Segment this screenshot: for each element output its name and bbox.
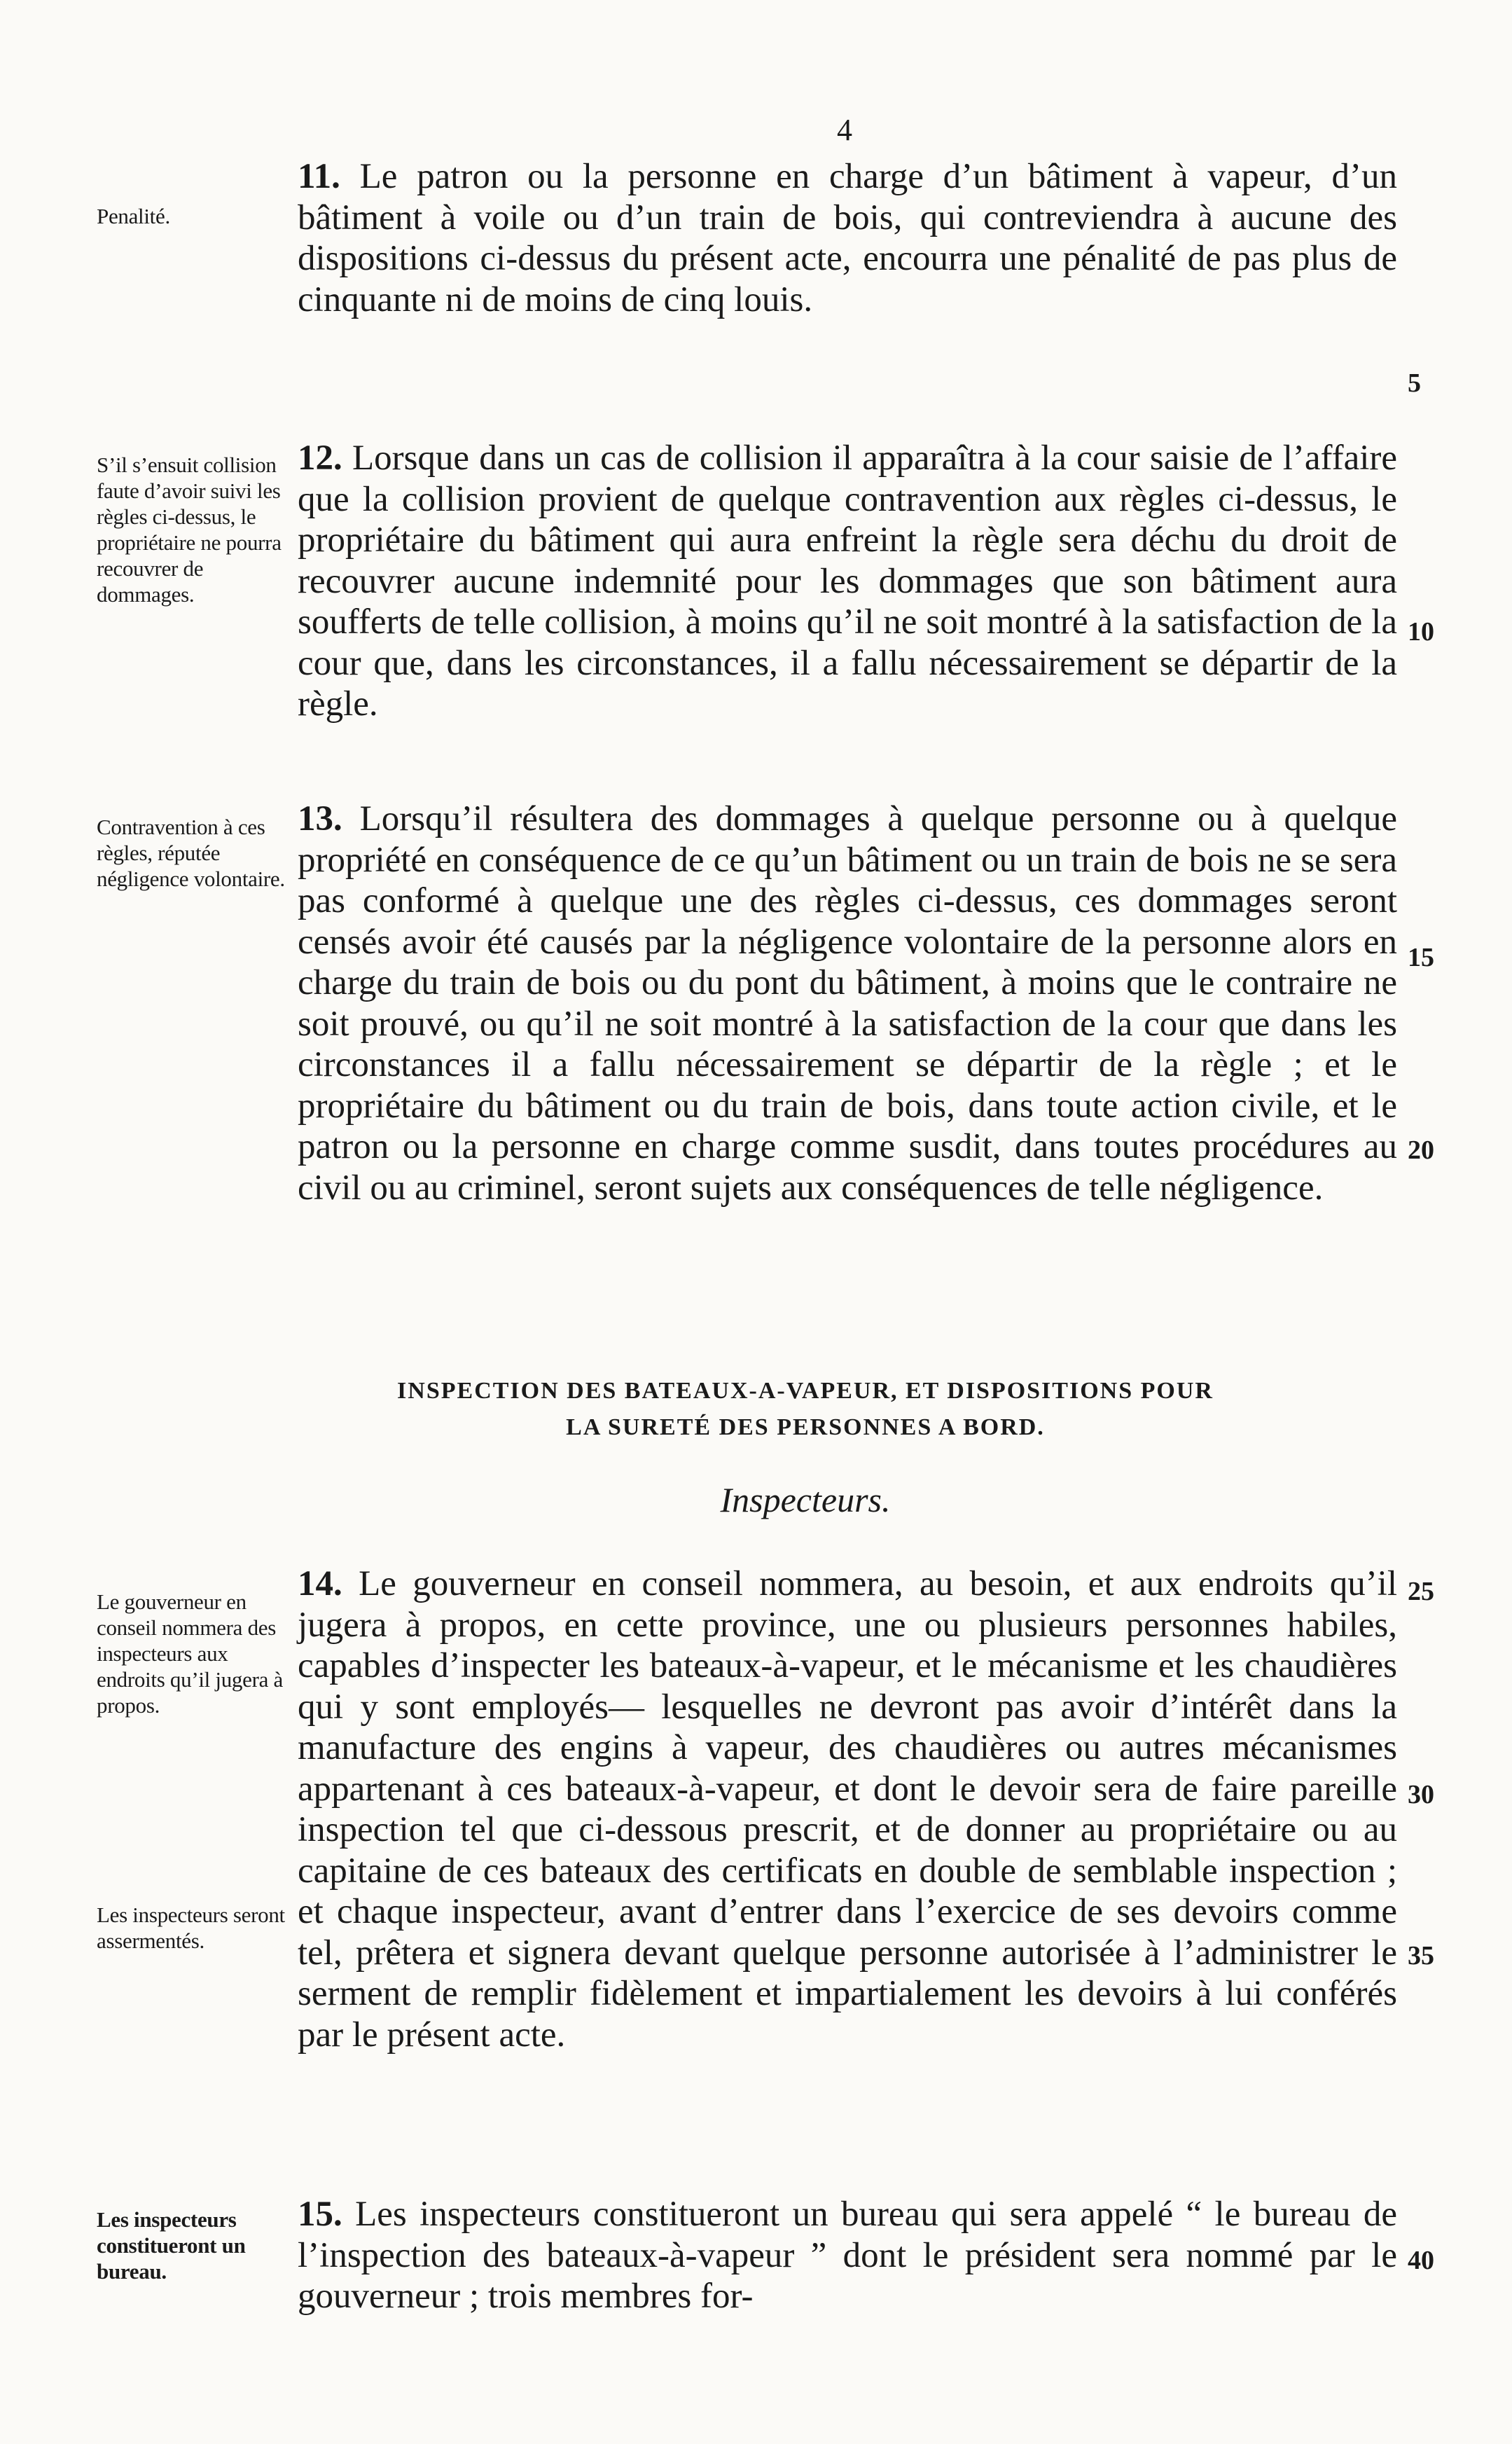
line-number-5: 5: [1408, 368, 1421, 398]
section-heading-line-1: INSPECTION DES BATEAUX-A-VAPEUR, ET DISPOSITIONS POUR: [397, 1378, 1214, 1404]
subheading-inspecteurs: Inspecteurs.: [720, 1480, 891, 1519]
paragraph-number: 11.: [298, 157, 340, 196]
margin-note-bureau: Les inspecteurs constitueront un bureau.: [97, 2207, 246, 2284]
line-number-25: 25: [1408, 1577, 1434, 1606]
paragraph-number: 12.: [298, 439, 342, 478]
paragraph-number: 13.: [298, 799, 342, 838]
margin-note-gouverneur: Le gouverneur en conseil nommera des inspecteurs aux endroits qu’il jugera à propos.: [97, 1589, 283, 1718]
line-number-40: 40: [1408, 2246, 1434, 2275]
paragraph-11: [298, 156, 1397, 320]
paragraph-text: Lorsque dans un cas de collision il apparaîtra à la cour saisie de l’affaire que la collision provient de quelque contravention aux règles ci-dessus, le propriétaire du bâtiment qui aura enfreint la règle sera déchu du droit de recouvrer aucune indemnité pour les dommages que son bâtiment aura soufferts de telle collision, à moins qu’il ne soit montré à la satisfaction de la cour que, dans les circonstances, il a fallu nécessairement se départir de la règle.: [298, 439, 1397, 724]
line-number-20: 20: [1408, 1135, 1434, 1165]
paragraph-13: [298, 799, 1397, 1208]
margin-note-collision: S’il s’ensuit collision faute d’avoir suivi les règles ci-dessus, le propriétaire ne pourra recouvrer de dommages.: [97, 453, 282, 607]
line-number-30: 30: [1408, 1780, 1434, 1809]
paragraph-text: Le gouverneur en conseil nommera, au besoin, et aux endroits qu’il jugera à propos, en cette province, une ou plusieurs personnes habiles, capables d’inspecter les bateaux-à-vapeur, et le mécanisme et les chaudières qui y sont employés— lesquelles ne devront pas avoir d’intérêt dans la manufacture des engins à vapeur, des chaudières ou autres mécanismes appartenant à ces bateaux-à-vapeur, et dont le devoir sera de faire pareille inspection tel que ci-dessous prescrit, et de donner au propriétaire ou au capitaine de ces bateaux des certificats en double de semblable inspection ; et chaque inspecteur, avant d’entrer dans l’exercice de ses devoirs comme tel, prêtera et signera devant quelque personne autorisée à l’administrer le serment de remplir fidèlement et impartialement les devoirs à lui conférés par le présent acte.: [298, 1564, 1398, 2055]
paragraph-15: [298, 2194, 1397, 2317]
paragraph-number: 14.: [298, 1564, 342, 1603]
section-heading: [210, 1373, 1401, 1446]
paragraph-text: Le patron ou la personne en charge d’un bâtiment à vapeur, d’un bâtiment à voile ou d’un train de bois, qui contreviendra à aucune des dispositions ci-dessus du présent acte, encourra une pénalité de pas plus de cinquante ni de moins de cinq louis.: [298, 157, 1397, 319]
paragraph-12: [298, 438, 1397, 725]
margin-note-assermentes: Les inspecteurs seront assermentés.: [97, 1903, 285, 1953]
margin-note-penalite: Penalité.: [97, 204, 170, 228]
paragraph-number: 15.: [298, 2195, 342, 2234]
line-number-35: 35: [1408, 1941, 1434, 1970]
paragraph-text: Lorsqu’il résultera des dommages à quelque personne ou à quelque propriété en conséquence de ce qu’un bâtiment ou un train de bois ne se sera pas conformé à quelque une des règles ci-dessus, ces dommages seront censés avoir été causés par la négligence volontaire de la personne alors en charge du train de bois ou du pont du bâtiment, à moins que le contraire ne soit prouvé, ou qu’il ne soit montré à la satisfaction de la cour que dans les circonstances il a fallu nécessairement se départir de la règle ; et le propriétaire du bâtiment ou du train de bois, dans toute action civile, et le patron ou la personne en charge comme susdit, dans toutes procédures au civil ou au criminel, seront sujets aux conséquences de telle négligence.: [298, 799, 1397, 1208]
margin-note-contravention: Contravention à ces règles, réputée négligence volontaire.: [97, 815, 285, 891]
page-number: 4: [837, 113, 852, 147]
section-heading-line-2: LA SURETÉ DES PERSONNES A BORD.: [566, 1414, 1045, 1440]
line-number-10: 10: [1408, 617, 1434, 647]
paragraph-text: Les inspecteurs constitueront un bureau qui sera appelé “ le bureau de l’inspection des bateaux-à-vapeur ” dont le président sera nommé par le gouverneur ; trois membres for-: [298, 2195, 1397, 2316]
line-number-15: 15: [1408, 943, 1434, 972]
paragraph-14: [298, 1563, 1397, 2055]
